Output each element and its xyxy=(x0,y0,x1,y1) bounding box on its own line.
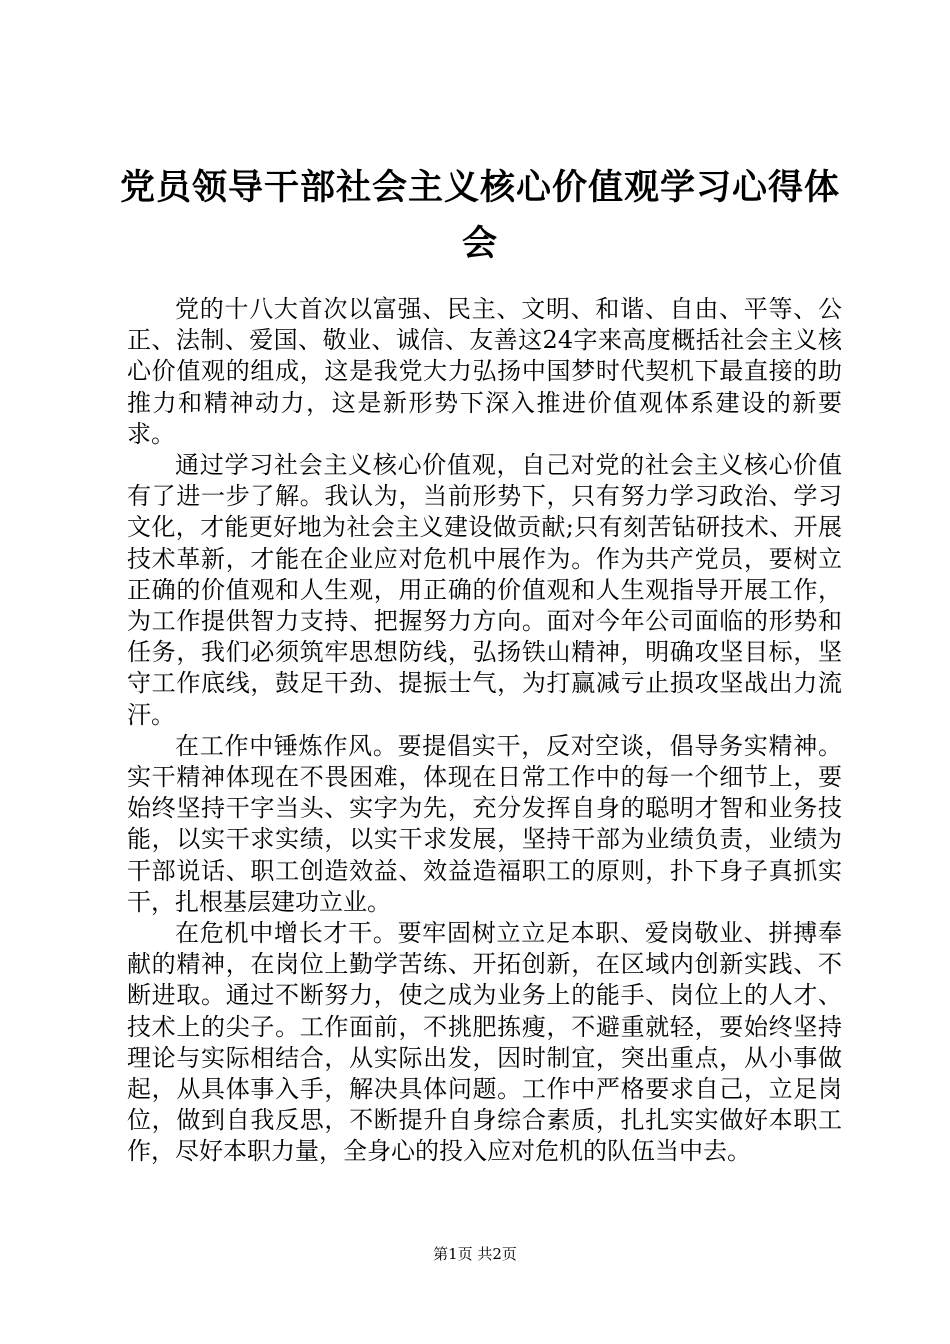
paragraph-3: 在工作中锤炼作风。要提倡实干，反对空谈，倡导务实精神。实干精神体现在不畏困难，体现在日常工作中的每一个细节上，要始终坚持干字当头、实字为先，充分发挥自身的聪明才智和业务技能，以实干求实绩，以实干求发展，坚持干部为业绩负责，业绩为干部说话、职工创造效益、效益造福职工的原则，扑下身子真抓实干，扎根基层建功立业。 xyxy=(127,731,842,916)
page-title: 党员领导干部社会主义核心价值观学习心得体会 xyxy=(119,168,840,264)
paragraph-1: 党的十八大首次以富强、民主、文明、和谐、自由、平等、公正、法制、爱国、敬业、诚信、友善这24字来高度概括社会主义核心价值观的组成，这是我党大力弘扬中国梦时代契机下最直接的助推力和精神动力，这是新形势下深入推进价值观体系建设的新要求。 xyxy=(127,295,842,448)
page-footer: 第1页 共2页 xyxy=(433,1245,517,1263)
paragraph-4: 在危机中增长才干。要牢固树立立足本职、爱岗敬业、拼搏奉献的精神，在岗位上勤学苦练、开拓创新，在区域内创新实践、不断进取。通过不断努力，使之成为业务上的能手、岗位上的人才、技术上的尖子。工作面前，不挑肥拣瘦，不避重就轻，要始终坚持理论与实际相结合，从实际出发，因时制宜，突出重点，从小事做起，从具体事入手，解决具体问题。工作中严格要求自己，立足岗位，做到自我反思，不断提升自身综合素质，扎扎实实做好本职工作，尽好本职力量，全身心的投入应对危机的队伍当中去。 xyxy=(127,919,842,1166)
paragraph-2: 通过学习社会主义核心价值观，自己对党的社会主义核心价值有了进一步了解。我认为，当前形势下，只有努力学习政治、学习文化，才能更好地为社会主义建设做贡献;只有刻苦钻研技术、开展技术革新，才能在企业应对危机中展作为。作为共产党员，要树立正确的价值观和人生观，用正确的价值观和人生观指导开展工作，为工作提供智力支持、把握努力方向。面对今年公司面临的形势和任务，我们必须筑牢思想防线，弘扬铁山精神，明确攻坚目标，坚守工作底线，鼓足干劲、提振士气，为打赢减亏止损攻坚战出力流汗。 xyxy=(127,451,842,729)
document-body xyxy=(127,294,842,1168)
